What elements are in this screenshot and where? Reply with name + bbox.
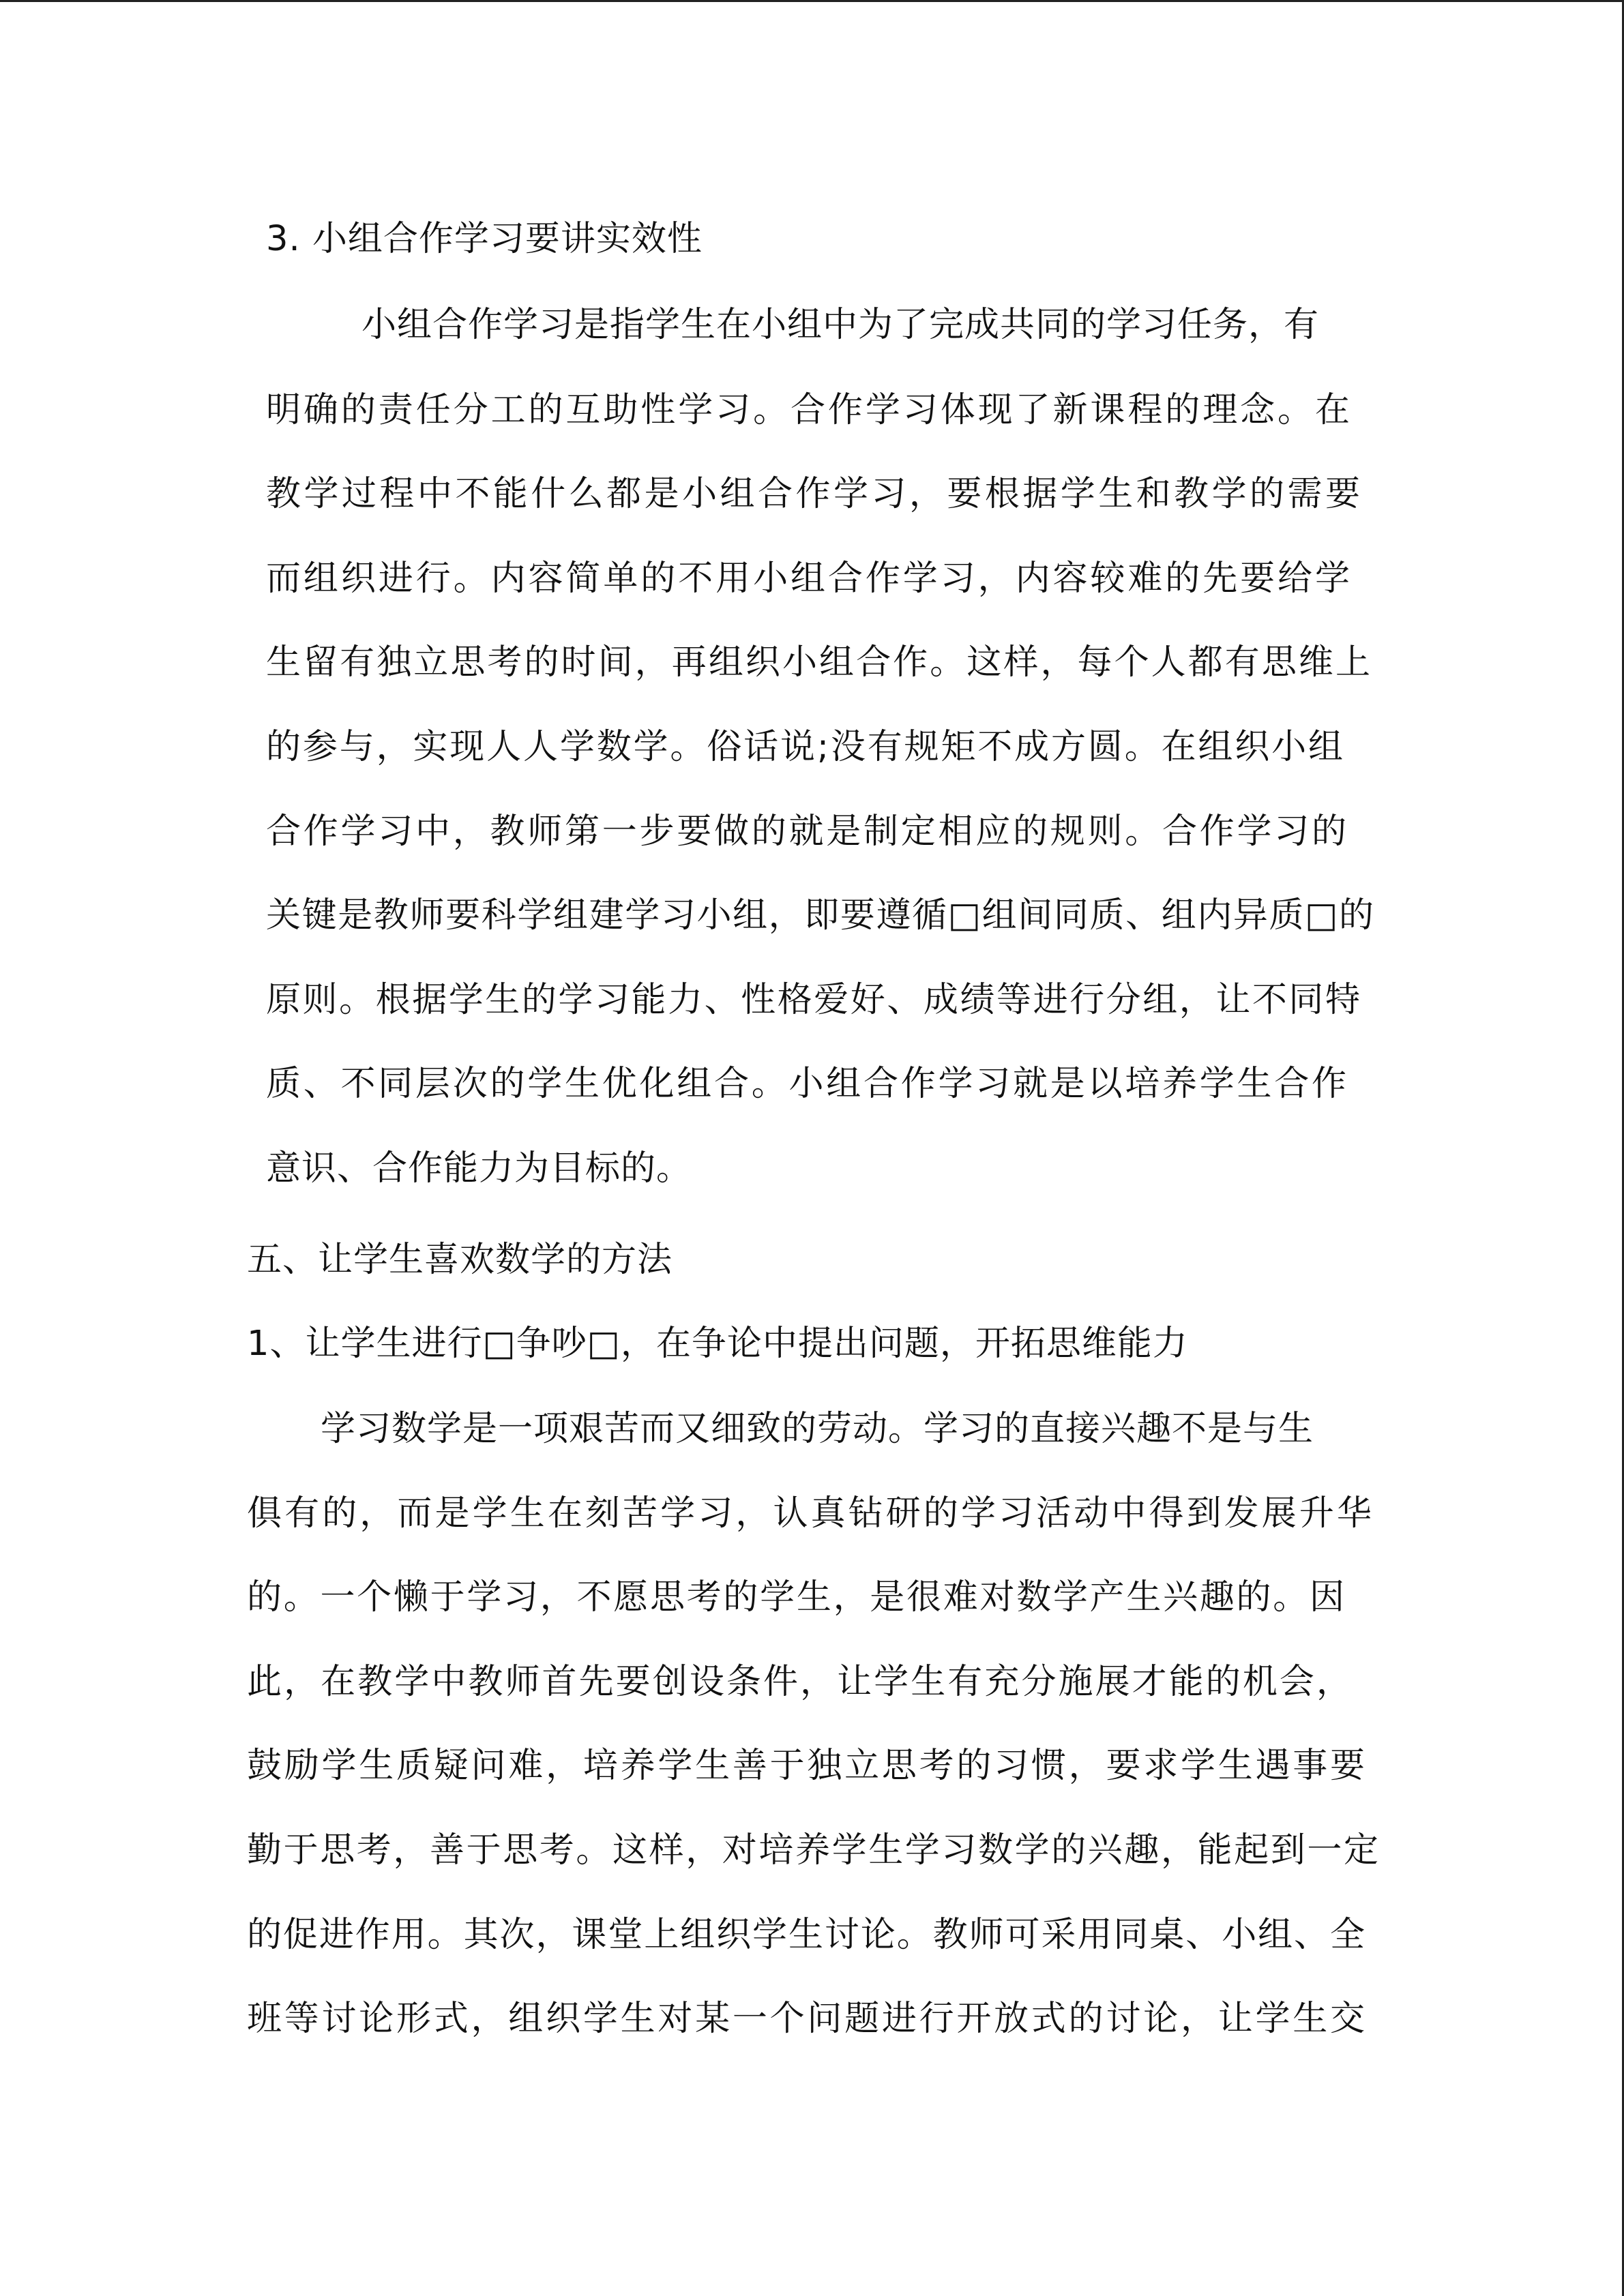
para1-line-3: 教学过程中不能什么都是小组合作学习，要根据学生和教学的需要	[266, 474, 1361, 514]
para2-line-6: 勤于思考，善于思考。这样，对培养学生学习数学的兴趣，能起到一定	[247, 1830, 1379, 1870]
section-5-heading: 五、让学生喜欢数学的方法	[247, 1240, 673, 1280]
item-1-heading: 1、让学生进行□争吵□，在争论中提出问题，开拓思维能力	[247, 1324, 1188, 1364]
para2-line-4: 此，在教学中教师首先要创设条件，让学生有充分施展才能的机会，	[247, 1662, 1352, 1702]
para2-line-3: 的。一个懒于学习，不愿思考的学生，是很难对数学产生兴趣的。因	[247, 1577, 1345, 1617]
para1-line-9: 原则。根据学生的学习能力、性格爱好、成绩等进行分组，让不同特	[266, 980, 1361, 1020]
para1-line-1: 小组合作学习是指学生在小组中为了完成共同的学习任务，有	[361, 305, 1320, 345]
para2-line-5: 鼓励学生质疑问难，培养学生善于独立思考的习惯，要求学生遇事要	[247, 1746, 1365, 1786]
para1-line-8: 关键是教师要科学组建学习小组，即要遵循□组间同质、组内异质□的	[266, 895, 1374, 936]
para1-line-7: 合作学习中，教师第一步要做的就是制定相应的规则。合作学习的	[266, 811, 1347, 852]
para2-line-8: 班等讨论形式，组织学生对某一个问题进行开放式的讨论，让学生交	[247, 1999, 1365, 2039]
para1-line-10: 质、不同层次的学生优化组合。小组合作学习就是以培养学生合作	[266, 1064, 1347, 1104]
para1-line-2: 明确的责任分工的互助性学习。合作学习体现了新课程的理念。在	[266, 390, 1350, 430]
para2-line-7: 的促进作用。其次，课堂上组织学生讨论。教师可采用同桌、小组、全	[247, 1915, 1365, 1955]
para1-line-4: 而组织进行。内容简单的不用小组合作学习，内容较难的先要给学	[266, 558, 1350, 599]
para1-line-6: 的参与，实现人人学数学。俗话说;没有规矩不成方圆。在组织小组	[266, 727, 1344, 767]
para2-line-2: 俱有的，而是学生在刻苦学习，认真钻研的学习活动中得到发展升华	[247, 1493, 1372, 1534]
para1-line-5: 生留有独立思考的时间，再组织小组合作。这样，每个人都有思维上	[266, 642, 1371, 683]
para2-line-1: 学习数学是一项艰苦而又细致的劳动。学习的直接兴趣不是与生	[321, 1409, 1314, 1449]
para1-line-11: 意识、合作能力为目标的。	[266, 1148, 692, 1189]
section-3-heading: 3. 小组合作学习要讲实效性	[266, 219, 703, 259]
